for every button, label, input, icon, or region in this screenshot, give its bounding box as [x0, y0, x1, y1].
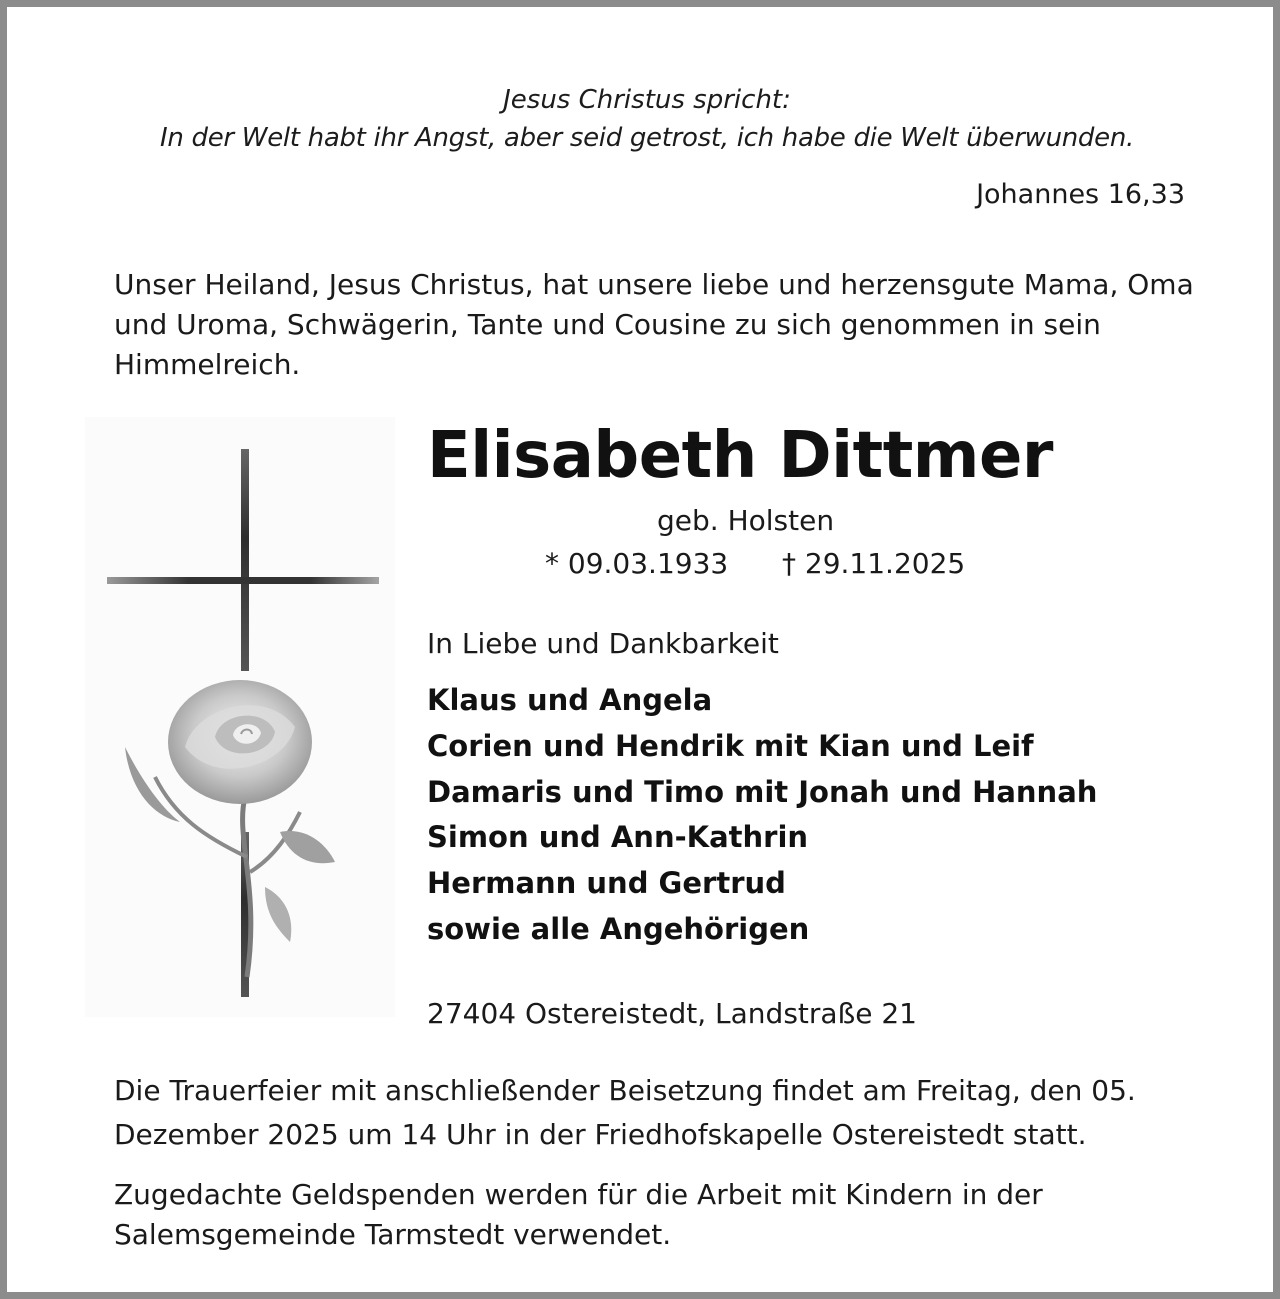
donation-info: Zugedachte Geldspenden werden für die Arbeit mit Kindern in der Salemsgemeinde Tarmstedt verwendet. — [114, 1178, 1043, 1251]
family-member-line: Damaris und Timo mit Jonah und Hannah — [427, 775, 1098, 809]
family-member-line: Hermann und Gertrud — [427, 866, 786, 900]
bible-quote-intro: Jesus Christus spricht: — [503, 85, 791, 115]
deceased-name: Elisabeth Dittmer — [427, 419, 1053, 493]
family-member-line: Simon und Ann-Kathrin — [427, 820, 809, 854]
death-date: † 29.11.2025 — [782, 547, 966, 580]
funeral-info: Die Trauerfeier mit anschließender Beisetzung findet am Freitag, den 05. Dezember 2025 um 14 Uhr in der Friedhofskapelle Ostereistedt statt. — [114, 1074, 1136, 1151]
birth-date: * 09.03.1933 — [545, 547, 729, 580]
cross-rose-artwork — [85, 417, 395, 1017]
family-member-line: Klaus und Angela — [427, 683, 713, 717]
bible-quote-reference: Johannes 16,33 — [976, 179, 1185, 210]
intro-text: Unser Heiland, Jesus Christus, hat unsere liebe und herzensgute Mama, Oma und Uroma, Schwägerin, Tante und Cousine zu sich genommen in sein Himmelreich. — [114, 268, 1194, 381]
bible-quote-text: In der Welt habt ihr Angst, aber seid getrost, ich habe die Welt überwunden. — [160, 123, 1134, 153]
maiden-name: geb. Holsten — [657, 504, 835, 537]
family-member-line: sowie alle Angehörigen — [427, 912, 810, 946]
closing-phrase: In Liebe und Dankbarkeit — [427, 627, 779, 660]
family-member-line: Corien und Hendrik mit Kian und Leif — [427, 729, 1034, 763]
mourner-address: 27404 Ostereistedt, Landstraße 21 — [427, 997, 917, 1030]
